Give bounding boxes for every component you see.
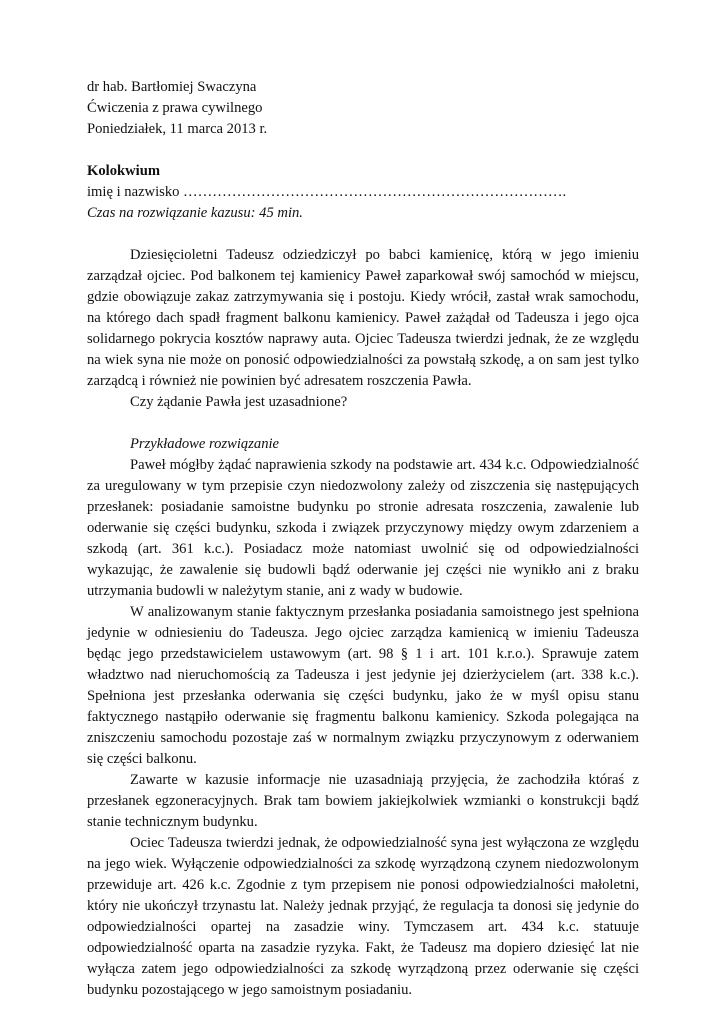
document-page xyxy=(87,77,639,1001)
spacer xyxy=(87,413,639,434)
case-question: Czy żądanie Pawła jest uzasadnione? xyxy=(130,394,348,410)
time-limit-line: Czas na rozwiązanie kazusu: 45 min. xyxy=(87,205,303,221)
name-field-line: imię i nazwisko ……………………………………………………………………. xyxy=(87,184,567,200)
solution-paragraph: W analizowanym stanie faktycznym przesłanka posiadania samoistnego jest spełniona jedynie w odniesieniu do Tadeusza. Jego ojciec zarządza kamienicą w imieniu Tadeusza będąc jego przedstawicielem ustawowym (art. 98 § 1 i art. 101 k.r.o.). Sprawuje zatem władztwo nad nieruchomością za Tadeusza i jest jedynie jej dzierżycielem (art. 338 k.c.). Spełniona jest przesłanka oderwania się części budynku, jako że w myśl opisu stanu faktycznego nastąpiło oderwanie się fragmentu balkonu kamienicy. Szkoda polegająca na zniszczeniu samochodu pozostaje zaś w normalnym związku przyczynowym z oderwaniem się części balkonu. xyxy=(87,604,639,767)
solution-paragraph: Zawarte w kazusie informacje nie uzasadniają przyjęcia, że zachodziła któraś z przesłanek egzoneracyjnych. Brak tam bowiem jakiejkolwiek wzmianki o konstrukcji bądź stanie technicznym budynku. xyxy=(87,772,639,830)
solution-heading: Przykładowe rozwiązanie xyxy=(130,436,280,452)
author-line: dr hab. Bartłomiej Swaczyna xyxy=(87,79,257,95)
spacer xyxy=(87,224,639,245)
solution-paragraph: Paweł mógłby żądać naprawienia szkody na podstawie art. 434 k.c. Odpowiedzialność za uregulowany w tym przepisie czyn niedozwolony zależy od ziszczenia się następujących przesłanek: posiadanie samoistne budynku po stronie adresata roszczenia, zawalenie lub oderwanie się części budynku, szkoda i związek przyczynowy między owym zdarzeniem a szkodą (art. 361 k.c.). Posiadacz może natomiast uwolnić się od odpowiedzialności wykazując, że zawalenie się budowli bądź oderwanie jej części nie wynikło ani z braku utrzymania budowli w należytym stanie, ani z wady w budowie. xyxy=(87,457,639,599)
date-line: Poniedziałek, 11 marca 2013 r. xyxy=(87,121,268,137)
solution-paragraph: Ociec Tadeusza twierdzi jednak, że odpowiedzialność syna jest wyłączona ze względu na jego wiek. Wyłączenie odpowiedzialności za szkodę wyrządzoną czynem niedozwolonym przewiduje art. 426 k.c. Zgodnie z tym przepisem nie ponosi odpowiedzialności małoletni, który nie ukończył trzynastu lat. Należy jednak przyjąć, że regulacja ta donosi się jedynie do odpowiedzialności opartej na zasadzie winy. Tymczasem art. 434 k.c. statuuje odpowiedzialność oparta na zasadzie ryzyka. Fakt, że Tadeusz ma dopiero dziesięć lat nie wyłącza zatem jego odpowiedzialności za szkodę wyrządzoną przez oderwanie się części budynku pozostającego w jego samoistnym posiadaniu. xyxy=(87,835,639,998)
test-title: Kolokwium xyxy=(87,163,160,179)
case-text: Dziesięcioletni Tadeusz odziedziczył po babci kamienicę, którą w jego imieniu zarządzał ojciec. Pod balkonem tej kamienicy Paweł zaparkował swój samochód w miejscu, gdzie obowiązuje zakaz zatrzymywania się i postoju. Kiedy wrócił, zastał wrak samochodu, na którego dach spadł fragment balkonu kamienicy. Paweł zażądał od Tadeusza i jego ojca solidarnego pokrycia kosztów naprawy auta. Ojciec Tadeusza twierdzi jednak, że ze względu na wiek syna nie może on ponosić odpowiedzialności za powstałą szkodę, a on sam jest tylko zarządcą i również nie powinien być adresatem roszczenia Pawła. xyxy=(87,247,639,389)
spacer xyxy=(87,140,639,161)
course-line: Ćwiczenia z prawa cywilnego xyxy=(87,100,263,116)
